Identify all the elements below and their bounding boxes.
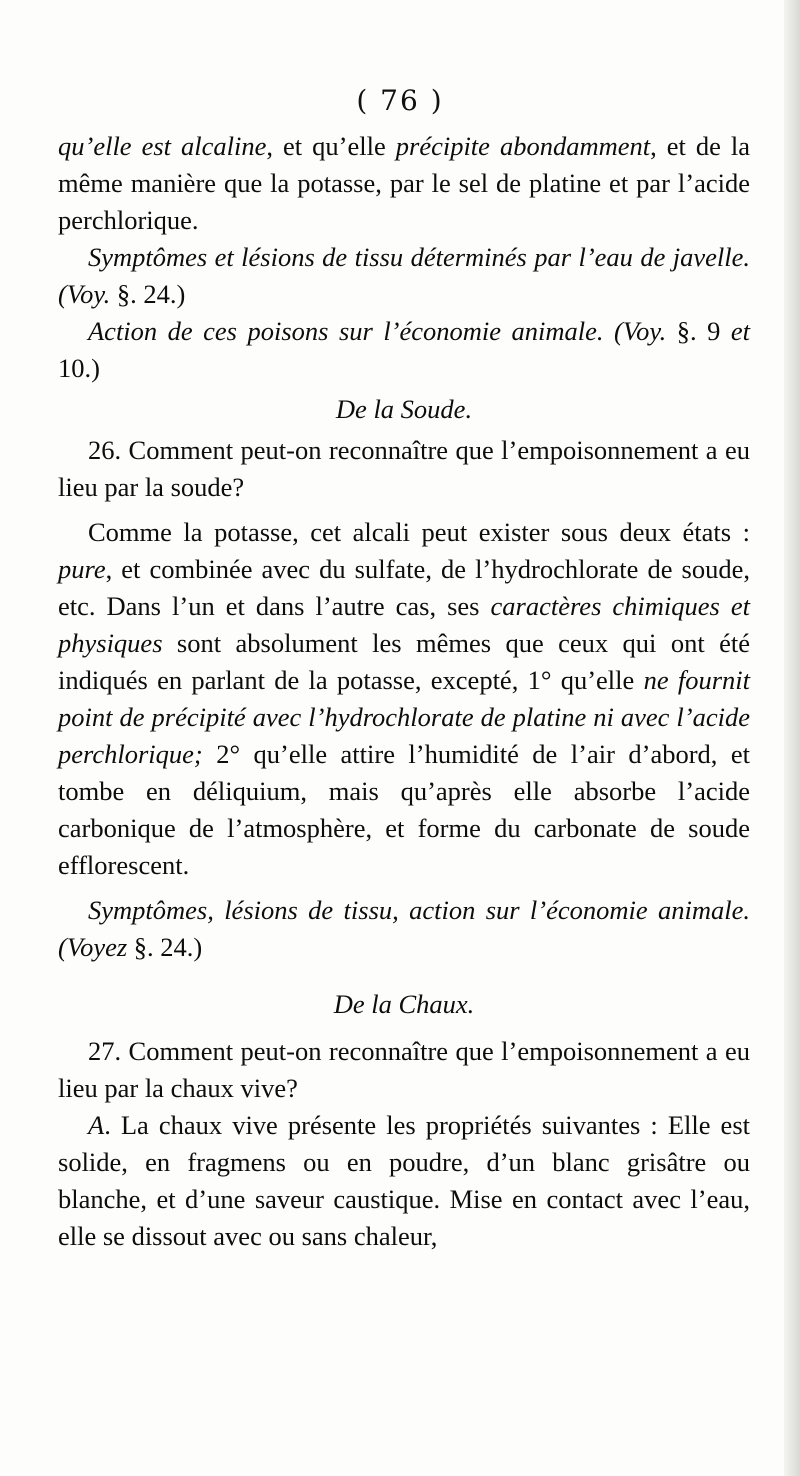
text-span: 2° qu’elle attire l’humidité de l’air d’abord, et tombe en déliquium, mais qu’après elle absorbe l’acide carbonique de l’atmosphère, et forme du carbonate de soude efflorescent.: [58, 739, 750, 880]
text-span: et: [730, 316, 751, 346]
text-span: §. 24.): [110, 279, 186, 309]
page-number: ( 76 ): [356, 84, 444, 117]
text-span: précipite abondamment: [395, 131, 651, 161]
text-span: A: [88, 1110, 105, 1140]
text-span: Symptômes, lésions de tissu, action sur l’économie animale. (: [58, 895, 750, 962]
page-body: [58, 128, 750, 1255]
text-span: , et combinée avec du sulfate, de l’hydrochlorate de soude, etc. Dans l’un et dans l’autre cas, ses: [58, 554, 750, 621]
text-span: ne fournit point de précipité avec l’hydrochlorate de platine ni avec l’acide perchlorique;: [58, 665, 750, 769]
text-span: sont absolument les mêmes que ceux qui ont été indiqués en parlant de la potasse, excepté, 1° qu’elle: [58, 628, 750, 695]
text-span: . La chaux vive présente les propriétés suivantes : Elle est solide, en fragmens ou en poudre, d’un blanc grisâtre ou blanche, et d’une saveur caustique. Mise en contact avec l’eau, elle se dissout avec ou sans chaleur,: [58, 1110, 750, 1251]
paragraph-alkaline: [58, 128, 750, 239]
section-heading-soude: De la Soude.: [335, 394, 473, 424]
page-edge-shadow: [784, 0, 800, 1476]
paragraph-question-27: 27. Comment peut-on reconnaître que l’empoisonnement a eu lieu par la chaux vive?: [58, 1036, 750, 1103]
text-span: , et de la même manière que la potasse, par le sel de platine et par l’acide perchlorique.: [58, 131, 751, 235]
text-span: , et qu’elle: [266, 131, 396, 161]
text-span: §. 24.): [127, 932, 203, 962]
text-span: caractères chimiques et physiques: [58, 591, 750, 658]
text-span: qu’elle est alcaline: [58, 131, 267, 161]
text-span: Symptômes et lésions de tissu déterminés par l’eau de javelle. (: [58, 242, 750, 309]
text-span: Comme la potasse, cet alcali peut exister sous deux états :: [88, 517, 750, 547]
text-span: Voy.: [622, 316, 667, 346]
paragraph-symptoms-soude: [58, 892, 750, 966]
paragraph-question-26: 26. Comment peut-on reconnaître que l’empoisonnement a eu lieu par la soude?: [58, 435, 750, 502]
paragraph-answer-soude: [58, 514, 750, 884]
text-span: pure: [58, 554, 106, 584]
text-span: §. 9: [666, 316, 731, 346]
text-span: Action de ces poisons sur l’économie animale. (: [88, 316, 623, 346]
paragraph-symptoms-javelle: [58, 239, 750, 313]
text-span: 10.): [58, 353, 100, 383]
text-span: Voyez: [66, 932, 128, 962]
paragraph-action-poisons: [58, 313, 750, 387]
paragraph-answer-chaux: [58, 1107, 750, 1255]
text-span: Voy.: [66, 279, 111, 309]
section-heading-chaux: De la Chaux.: [333, 989, 475, 1019]
